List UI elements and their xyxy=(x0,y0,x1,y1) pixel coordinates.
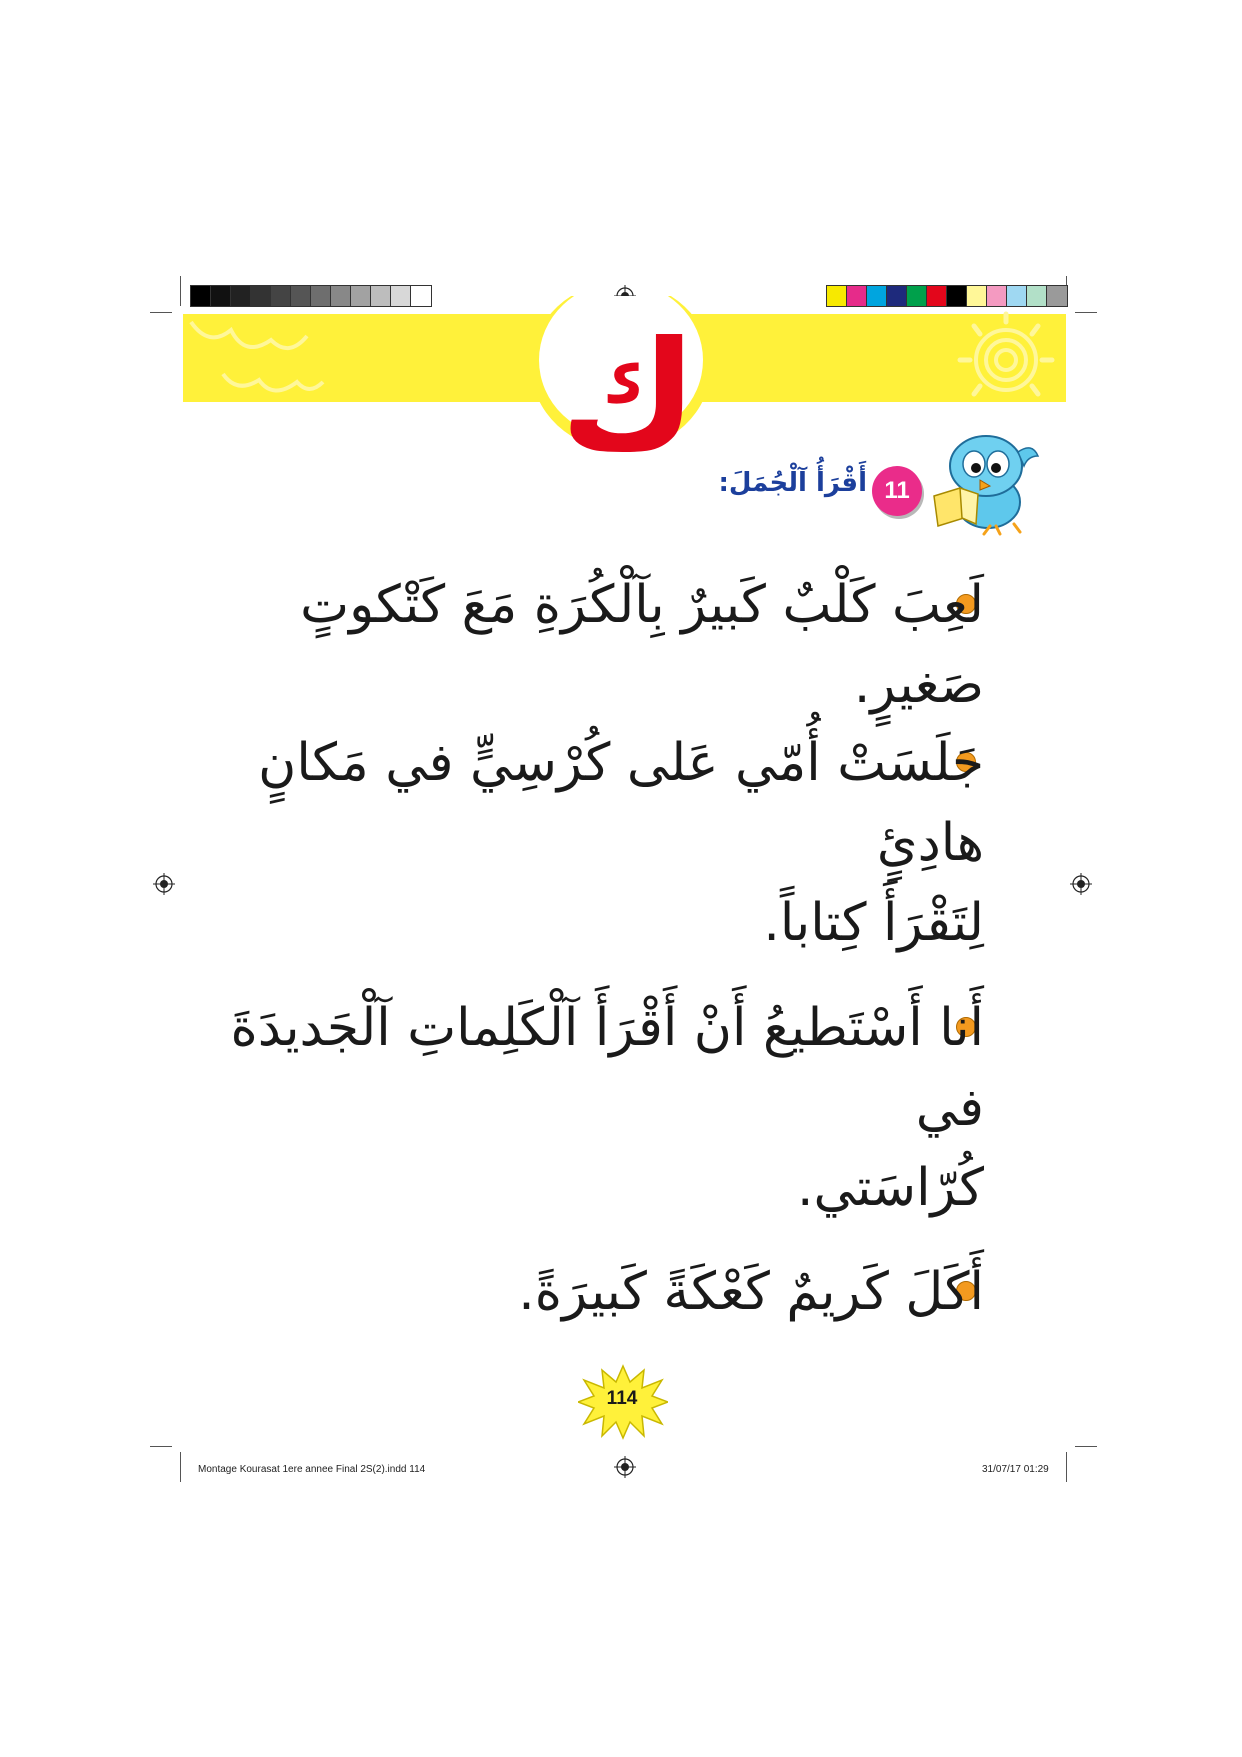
registration-mark-icon xyxy=(153,873,175,895)
gray-swatch xyxy=(311,286,331,306)
gray-swatch xyxy=(331,286,351,306)
gray-swatch xyxy=(231,286,251,306)
grayscale-calibration-bar xyxy=(190,285,432,307)
color-swatch xyxy=(827,286,847,306)
color-swatch xyxy=(867,286,887,306)
gray-swatch xyxy=(191,286,211,306)
color-swatch xyxy=(1047,286,1067,306)
sentence-1 xyxy=(224,565,984,725)
color-swatch xyxy=(947,286,967,306)
exercise-number-badge: 11 xyxy=(872,466,922,516)
gray-swatch xyxy=(351,286,371,306)
crop-mark xyxy=(1075,1446,1097,1447)
sentence-line: لَعِبَ كَلْبٌ كَبيرٌ بِآلْكُرَةِ مَعَ كَتْكوتٍ صَغيرٍ. xyxy=(300,575,984,715)
sentence-line: أَكَلَ كَريمٌ كَعْكَةً كَبيرَةً. xyxy=(518,1262,984,1322)
gray-swatch xyxy=(251,286,271,306)
sentence-2 xyxy=(224,723,984,963)
color-swatch xyxy=(907,286,927,306)
sentence-3 xyxy=(224,988,984,1228)
registration-mark-icon xyxy=(1070,873,1092,895)
slug-date: 31/07/17 01:29 xyxy=(982,1464,1049,1475)
color-swatch xyxy=(967,286,987,306)
crop-mark xyxy=(150,1446,172,1447)
crop-mark xyxy=(150,312,172,313)
sun-icon xyxy=(930,310,1066,406)
featured-letter: ك xyxy=(560,310,698,484)
page-number: 114 xyxy=(606,1388,638,1409)
gray-swatch xyxy=(371,286,391,306)
sentence-line: جَلَسَتْ أُمّي عَلى كُرْسِيٍّ في مَكانٍ هادِئٍ xyxy=(258,733,984,873)
sentence-line: كُرّاسَتي. xyxy=(796,1158,984,1218)
cloud-icon xyxy=(183,314,333,402)
gray-swatch xyxy=(391,286,411,306)
color-calibration-bar xyxy=(826,285,1068,307)
crop-mark xyxy=(180,1452,181,1482)
exercise-instruction: أَقْرَأُ آلْجُمَلَ: xyxy=(718,468,867,498)
color-swatch xyxy=(847,286,867,306)
sentence-4 xyxy=(224,1252,984,1332)
crop-mark xyxy=(180,276,181,306)
sentence-line: لِتَقْرَأَ كِتاباً. xyxy=(763,893,984,953)
color-swatch xyxy=(927,286,947,306)
slug-file-info: Montage Kourasat 1ere annee Final 2S(2).indd 114 xyxy=(198,1464,426,1475)
gray-swatch xyxy=(271,286,291,306)
crop-mark xyxy=(1066,1452,1067,1482)
color-swatch xyxy=(987,286,1007,306)
gray-swatch xyxy=(411,286,431,306)
gray-swatch xyxy=(211,286,231,306)
registration-mark-icon xyxy=(614,1456,636,1478)
bird-mascot-icon xyxy=(930,432,1048,536)
color-swatch xyxy=(1027,286,1047,306)
color-swatch xyxy=(1007,286,1027,306)
color-swatch xyxy=(887,286,907,306)
sentence-line: أَنا أَسْتَطيعُ أَنْ أَقْرَأَ آلْكَلِماتِ آلْجَديدَةَ في xyxy=(230,998,984,1138)
crop-mark xyxy=(1075,312,1097,313)
gray-swatch xyxy=(291,286,311,306)
